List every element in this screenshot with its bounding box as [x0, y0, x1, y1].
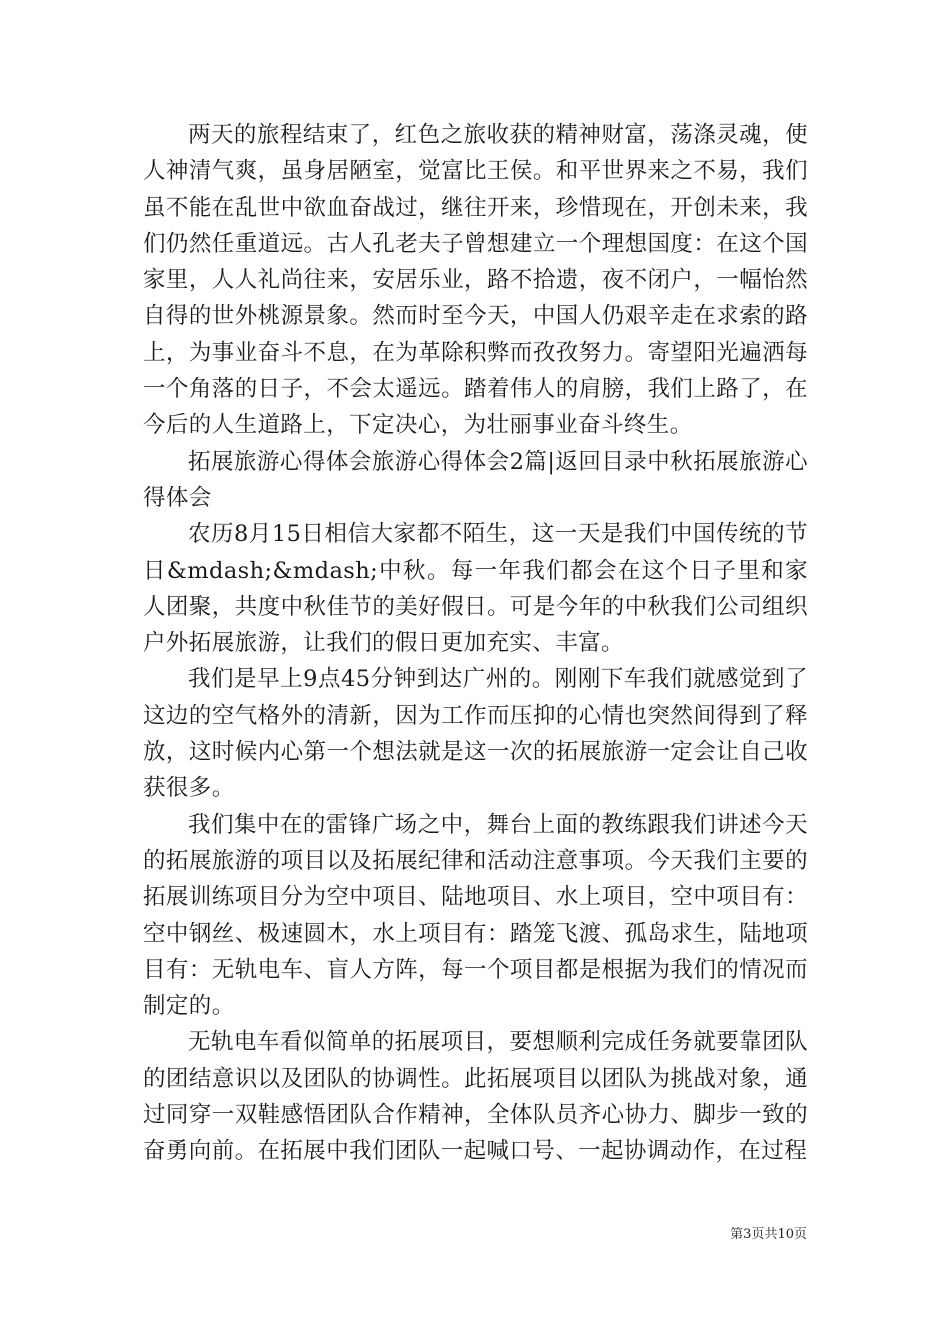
document-body [143, 117, 808, 1170]
page-number: 第3页共10页 [730, 1227, 807, 1242]
paragraph-mid-autumn-intro: 农历8月15日相信大家都不陌生，这一天是我们中国传统的节日&mdash;&mdash;中秋。每一年我们都会在这个日子里和家人团聚，共度中秋佳节的美好假日。可是今年的中秋我们公司组织户外拓展旅游，让我们的假日更加充实、丰富。 [143, 521, 808, 657]
paragraph-red-tour-conclusion: 两天的旅程结束了，红色之旅收获的精神财富，荡涤灵魂，使人神清气爽，虽身居陋室，觉富比王侯。和平世界来之不易，我们虽不能在乱世中欲血奋战过，继往开来，珍惜现在，开创未来，我们仍然任重道远。古人孔老夫子曾想建立一个理想国度：在这个国家里，人人礼尚往来，安居乐业，路不拾遗，夜不闭户，一幅怡然自得的世外桃源景象。然而时至今天，中国人仍艰辛走在求索的路上，为事业奋斗不息，在为革除积弊而孜孜努力。寄望阳光遍洒每一个角落的日子，不会太遥远。踏着伟人的肩膀，我们上路了，在今后的人生道路上，下定决心，为壮丽事业奋斗终生。 [143, 122, 808, 439]
paragraph-trackless-tram: 无轨电车看似简单的拓展项目，要想顺利完成任务就要靠团队的团结意识以及团队的协调性。此拓展项目以团队为挑战对象，通过同穿一双鞋感悟团队合作精神，全体队员齐心协力、脚步一致的奋勇向前。在拓展中我们团队一起喊口号、一起协调动作，在过程 [143, 1029, 808, 1165]
paragraph-leifeng-square-projects: 我们集中在的雷锋广场之中，舞台上面的教练跟我们讲述今天的拓展旅游的项目以及拓展纪律和活动注意事项。今天我们主要的拓展训练项目分为空中项目、陆地项目、水上项目，空中项目有：空中钢丝、极速圆木，水上项目有：踏笼飞渡、孤岛求生，陆地项目有：无轨电车、盲人方阵，每一个项目都是根据为我们的情况而制定的。 [143, 811, 808, 1020]
section-heading-link[interactable]: 拓展旅游心得体会旅游心得体会2篇|返回目录中秋拓展旅游心得体会 [143, 448, 808, 511]
paragraph-arrival-guangzhou: 我们是早上9点45分钟到达广州的。刚刚下车我们就感觉到了这边的空气格外的清新，因为工作而压抑的心情也突然间得到了释放，这时候内心第一个想法就是这一次的拓展旅游一定会让自己收获很多。 [143, 666, 808, 802]
